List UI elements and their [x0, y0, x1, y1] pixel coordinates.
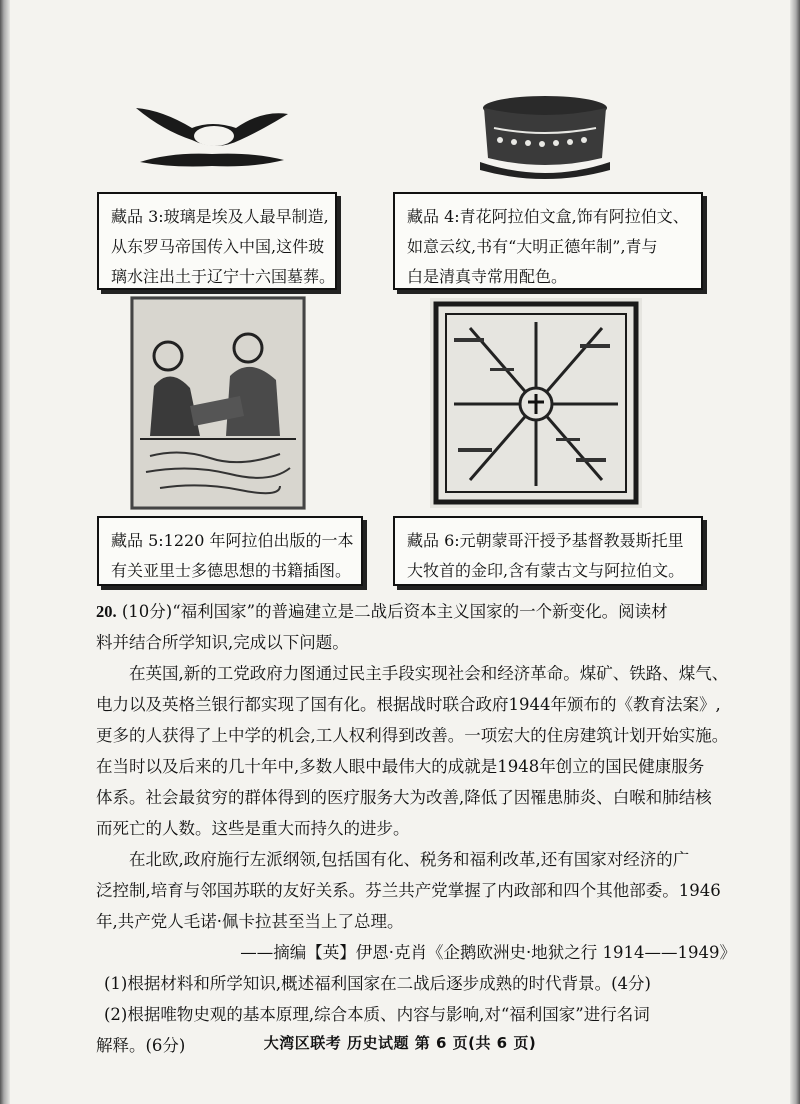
question-intro-text: (10分)“福利国家”的普遍建立是二战后资本主义国家的一个新变化。阅读材: [121, 602, 668, 621]
caption-line: 白是清真寺常用配色。: [407, 267, 568, 286]
question-20: [96, 596, 736, 1061]
artifact-3-caption: [97, 192, 337, 290]
question-intro: [96, 596, 736, 627]
material-line: 电力以及英格兰银行都实现了国有化。根据战时联合政府1944年颁布的《教育法案》,: [96, 695, 721, 714]
caption-line: 有关亚里士多德思想的书籍插图。: [111, 561, 352, 580]
caption-line: 从东罗马帝国传入中国,这件玻: [111, 237, 325, 256]
material-line: 年,共产党人毛诺·佩卡拉甚至当上了总理。: [96, 912, 404, 931]
question-number: 20.: [96, 602, 117, 621]
porcelain-box-icon: [470, 92, 620, 184]
caption-line: 璃水注出土于辽宁十六国墓葬。: [111, 267, 336, 286]
page-footer: 大湾区联考 历史试题 第 6 页(共 6 页): [263, 1034, 537, 1052]
material-line: 泛控制,培育与邻国苏联的友好关系。芬兰共产党掌握了内政部和四个其他部委。1946: [96, 881, 721, 900]
sub-question-1: (1)根据材料和所学知识,概述福利国家在二战后逐步成熟的时代背景。(4分): [104, 974, 651, 993]
book-illustration-icon: [130, 296, 306, 510]
caption-line: 藏品 3:玻璃是埃及人最早制造,: [111, 207, 329, 226]
artifact-4-caption: [393, 192, 703, 290]
artifact-6-caption: [393, 516, 703, 586]
material-source: ——摘编【英】伊恩·克肖《企鹅欧洲史·地狱之行 1914——1949》: [240, 943, 736, 962]
scan-edge-left: [0, 0, 10, 1104]
question-intro-text: 料并结合所学知识,完成以下问题。: [96, 633, 349, 652]
caption-line: 藏品 5:1220 年阿拉伯出版的一本: [111, 531, 354, 550]
material-line: 在英国,新的工党政府力图通过民主手段实现社会和经济革命。煤矿、铁路、煤气、: [129, 664, 729, 683]
glass-vessel-icon: [132, 100, 292, 172]
caption-line: 藏品 6:元朝蒙哥汗授予基督教聂斯托里: [407, 531, 684, 550]
caption-line: 大牧首的金印,含有蒙古文与阿拉伯文。: [407, 561, 685, 580]
sub-question-2-cont: 解释。(6分): [96, 1036, 186, 1055]
scan-edge-right: [790, 0, 800, 1104]
artifact-5-caption: [97, 516, 363, 586]
material-line: 而死亡的人数。这些是重大而持久的进步。: [96, 819, 410, 838]
material-line: 体系。社会最贫穷的群体得到的医疗服务大为改善,降低了因罹患肺炎、白喉和肺结核: [96, 788, 712, 807]
material-line: 在当时以及后来的几十年中,多数人眼中最伟大的成就是1948年创立的国民健康服务: [96, 757, 705, 776]
caption-line: 藏品 4:青花阿拉伯文盒,饰有阿拉伯文、: [407, 207, 689, 226]
seal-imprint-icon: [430, 298, 642, 508]
material-line: 在北欧,政府施行左派纲领,包括国有化、税务和福利改革,还有国家对经济的广: [129, 850, 690, 869]
material-line: 更多的人获得了上中学的机会,工人权利得到改善。一项宏大的住房建筑计划开始实施。: [96, 726, 729, 745]
caption-line: 如意云纹,书有“大明正德年制”,青与: [407, 237, 658, 256]
sub-question-2: (2)根据唯物史观的基本原理,综合本质、内容与影响,对“福利国家”进行名词: [104, 1005, 650, 1024]
